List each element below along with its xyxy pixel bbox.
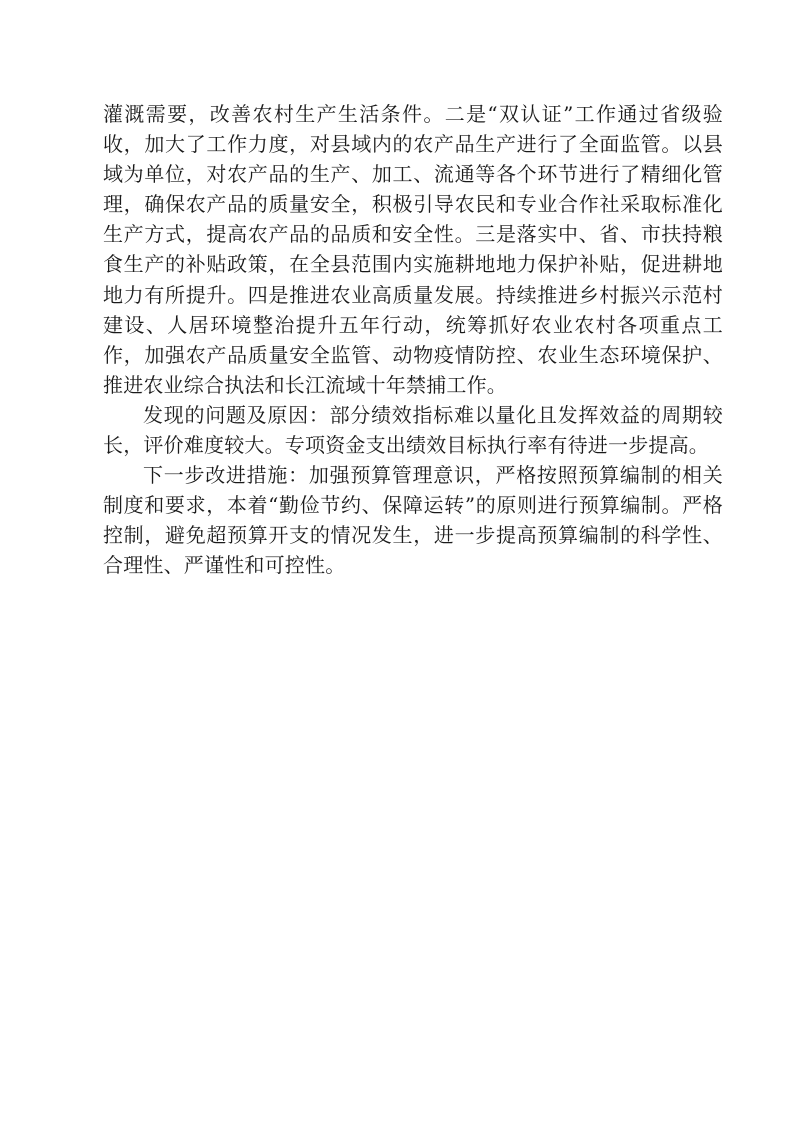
document-body (103, 99, 723, 581)
paragraph-improvements: 下一步改进措施：加强预算管理意识，严格按照预算编制的相关制度和要求，本着“勤俭节约、保障运转”的原则进行预算编制。严格控制，避免超预算开支的情况发生，进一步提高预算编制的科学性、合理性、严谨性和可控性。 (103, 463, 723, 578)
paragraph-continuation: 灌溉需要，改善农村生产生活条件。二是“双认证”工作通过省级验收，加大了工作力度，对县域内的农产品生产进行了全面监管。以县域为单位，对农产品的生产、加工、流通等各个环节进行了精细化管理，确保农产品的质量安全，积极引导农民和专业合作社采取标准化生产方式，提高农产品的品质和安全性。三是落实中、省、市扶持粮食生产的补贴政策，在全县范围内实施耕地地力保护补贴，促进耕地地力有所提升。四是推进农业高质量发展。持续推进乡村振兴示范村建设、人居环境整治提升五年行动，统筹抓好农业农村各项重点工作，加强农产品质量安全监管、动物疫情防控、农业生态环境保护、推进农业综合执法和长江流域十年禁捕工作。 (103, 102, 723, 397)
paragraph-problems: 发现的问题及原因：部分绩效指标难以量化且发挥效益的周期较长，评价难度较大。专项资金支出绩效目标执行率有待进一步提高。 (103, 402, 723, 458)
